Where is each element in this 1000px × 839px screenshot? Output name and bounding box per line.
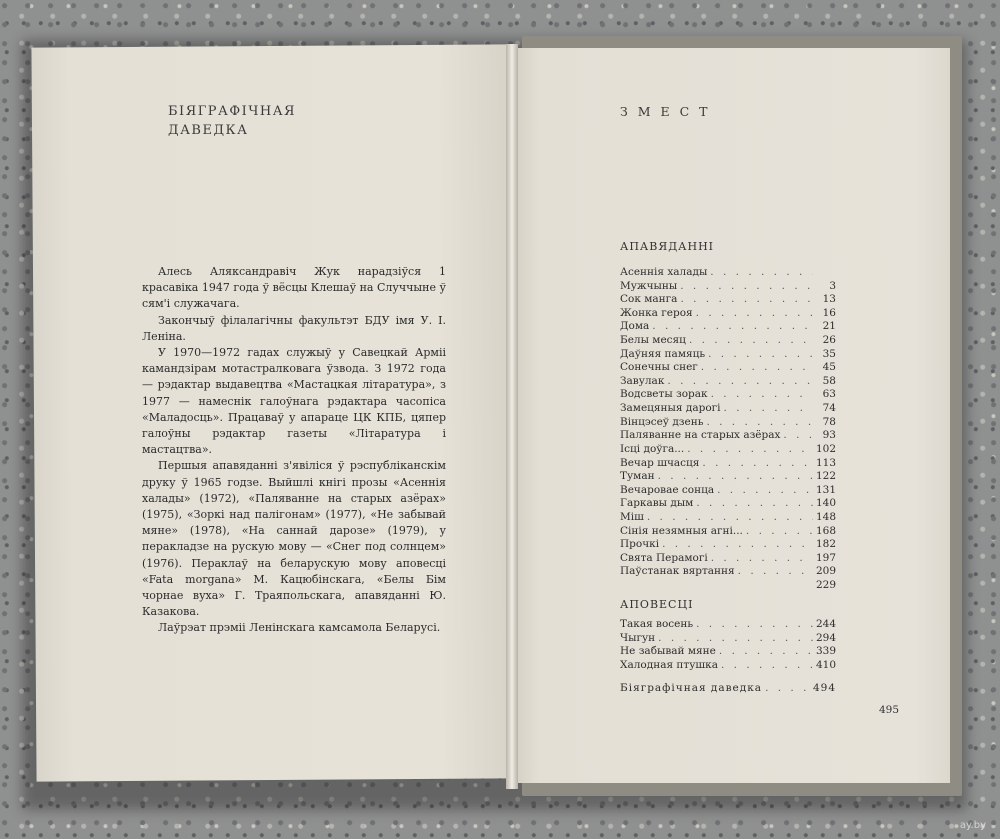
toc-leader-dots [746,525,813,539]
toc-entry-page: 197 [815,551,836,564]
toc-leader-dots [687,443,813,457]
toc-entry-title: Водсветы зорак [620,388,708,401]
toc-leader-dots [783,429,813,443]
stories-toc [620,266,836,593]
toc-leader-dots [658,632,813,646]
toc-entry-page: 21 [822,320,836,333]
toc-entry-page: 244 [815,618,836,630]
toc-entry-page: 26 [822,334,836,347]
toc-entry [620,565,836,579]
toc-entry-page: 58 [822,374,836,387]
toc-entry [620,320,836,334]
toc-entry [620,429,836,443]
biography-paragraph: Алесь Аляксандравіч Жук нарадзіўся 1 красавіка 1947 года ў вёсцы Клешаў на Случчыне ў сям'і служачага. [142,265,446,311]
toc-entry-page: 229 [815,579,836,592]
toc-entry-title: Прочкі [620,538,660,551]
toc-leader-dots [717,484,813,498]
toc-entry-page: 122 [815,470,836,483]
toc-entry-page: 131 [815,483,836,496]
toc-entry [620,659,836,673]
toc-leader-dots [710,266,813,280]
biography-toc [620,682,836,696]
toc-entry-title: Сінія незямныя агні... [620,524,743,537]
toc-entry-page: 113 [815,456,836,469]
toc-leader-dots [689,334,813,348]
toc-entry-title: Вечаровае сонца [620,483,715,496]
toc-leader-dots [696,618,813,632]
toc-entry [620,470,836,484]
toc-leader-dots [647,511,813,525]
toc-entry [620,682,836,696]
toc-entry-title: Халодная птушка [620,658,718,671]
toc-entry-page: 102 [815,442,836,455]
toc-entry-title: Сок манга [620,293,678,306]
biography-title [168,102,296,140]
toc-entry [620,538,836,552]
toc-entry [620,443,836,457]
toc-leader-dots [711,552,813,566]
toc-entry-page: 339 [815,645,836,658]
toc-entry-page: 182 [815,538,836,551]
toc-entry-title: Завулак [620,374,665,387]
toc-entry-title: Такая восень [620,618,694,630]
toc-entry [620,484,836,498]
toc-entry [620,632,836,646]
biography-title-line: БІЯГРАФІЧНАЯ [168,104,297,119]
toc-entry [620,511,836,525]
toc-entry-page: 78 [822,415,836,428]
toc-entry-title: Белы месяц [620,334,686,347]
toc-leader-dots [662,538,813,552]
toc-leader-dots [696,497,813,511]
toc-leader-dots [680,293,813,307]
toc-entry-title: Гаркавы дым [620,497,694,510]
biography-paragraph: Першыя апавяданні з'явіліся ў рэспубліканскім друку ў 1965 годзе. Выйшлі кнігі прозы «Асеннія халады» (1972), «Паляванне на старых азёрах» (1975), «Зоркі над палігонам» (1977), «Не забывай мяне» (1978), «На саннай дарозе» (1979), у перакладзе на рускую мову — «Снег под солнцем» (1976). Пераклаў на беларускую мову аповесці «Fata morgana» М. Кацюбінскага, «Белы Бім чорнае вуха» Г. Траяпольскага, апавяданні Ю. Казакова. [142,459,446,619]
toc-entry-title: Свята Перамогі [620,551,708,564]
toc-entry-title: Паўстанак вяртання [620,565,735,578]
toc-entry-title: Біяграфічная даведка [620,682,763,694]
biography-paragraph: У 1970—1972 гадах служыў у Савецкай Арміі камандзірам мотастралковага ўзвода. З 1972 года — рэдактар выдавецтва «Мастацкая літаратура», з 1977 — намеснік галоўнага рэдактара часопіса «Маладосць». Працаваў у апараце ЦК КПБ, цяпер галоўны рэдактар газеты «Літаратура і мастацтва». [142,346,446,457]
toc-leader-dots [765,682,810,696]
toc-leader-dots [708,348,813,362]
toc-entry-title: Сонечны снег [620,361,698,374]
toc-entry-title: Вечар шчасця [620,456,700,469]
toc-entry-page: 63 [822,388,836,401]
toc-entry [620,416,836,430]
toc-leader-dots [658,470,813,484]
toc-leader-dots [696,307,813,321]
toc-leader-dots [667,375,813,389]
toc-entry [620,525,836,539]
toc-entry-page: 74 [822,402,836,415]
stories-heading: АПАВЯДАННІ [620,240,715,253]
toc-entry-title: Жонка героя [620,306,693,319]
toc-entry-page: 140 [815,497,836,510]
toc-entry-page: 16 [822,306,836,319]
toc-entry-title: Туман [620,470,655,483]
toc-entry [620,552,836,566]
toc-leader-dots [652,320,813,334]
toc-entry-title: Не забывай мяне [620,645,716,658]
toc-leader-dots [706,416,813,430]
toc-leader-dots [724,402,813,416]
toc-entry [620,361,836,375]
toc-entry [620,334,836,348]
toc-leader-dots [701,361,813,375]
toc-entry [620,402,836,416]
page-number: 495 [879,704,900,716]
toc-entry [620,618,836,632]
toc-leader-dots [719,645,813,659]
toc-leader-dots [711,388,813,402]
toc-entry-title: Ісці доўга... [620,442,685,455]
toc-entry-title: Чыгун [620,631,656,644]
toc-entry-title: Мужчыны [620,279,678,292]
novellas-heading: АПОВЕСЦІ [620,598,694,611]
biography-text [142,264,446,637]
toc-entry-page: 294 [815,631,836,644]
toc-leader-dots [702,457,813,471]
biography-title-line: ДАВЕДКА [168,123,249,138]
toc-entry-title: Дома [620,320,650,333]
toc-entry [620,457,836,471]
toc-entry [620,307,836,321]
toc-entry-page: 13 [822,293,836,306]
toc-entry-page: 410 [815,658,836,671]
toc-entry-page: 494 [812,682,836,694]
toc-entry-title: Паляванне на старых азёрах [620,429,781,442]
toc-entry [620,280,836,294]
toc-entry-title: Вінцэсеў дзень [620,415,704,428]
toc-leader-dots [680,280,813,294]
toc-entry-page: 45 [822,361,836,374]
toc-entry [620,497,836,511]
biography-paragraph: Лаўрэат прэміі Ленінскага камсамола Беларусі. [158,621,441,635]
toc-leader-dots [721,659,813,673]
toc-entry-page: 3 [829,279,836,292]
toc-entry-page: 93 [822,429,836,442]
toc-entry [620,348,836,362]
biography-paragraph: Закончыў філалагічны факультэт БДУ імя У. І. Леніна. [142,313,446,343]
toc-entry-title: Замецяныя дарогі [620,402,721,415]
toc-entry [620,266,836,280]
toc-leader-dots [738,565,813,579]
contents-title: З М Е С Т [620,104,711,119]
toc-entry [620,375,836,389]
toc-entry [620,388,836,402]
toc-entry-page: 168 [815,524,836,537]
watermark: ay.by [959,820,986,831]
toc-entry-title: Міш [620,510,644,523]
toc-entry-page: 209 [815,565,836,578]
novellas-toc [620,618,836,672]
toc-entry [620,579,836,593]
book-spine [506,44,518,789]
toc-entry-title: Даўняя памяць [620,347,706,360]
toc-entry [620,293,836,307]
toc-entry-title: Асеннія халады [620,266,708,278]
toc-entry-page: 35 [822,347,836,360]
toc-entry [620,645,836,659]
toc-entry-page: 148 [815,510,836,523]
